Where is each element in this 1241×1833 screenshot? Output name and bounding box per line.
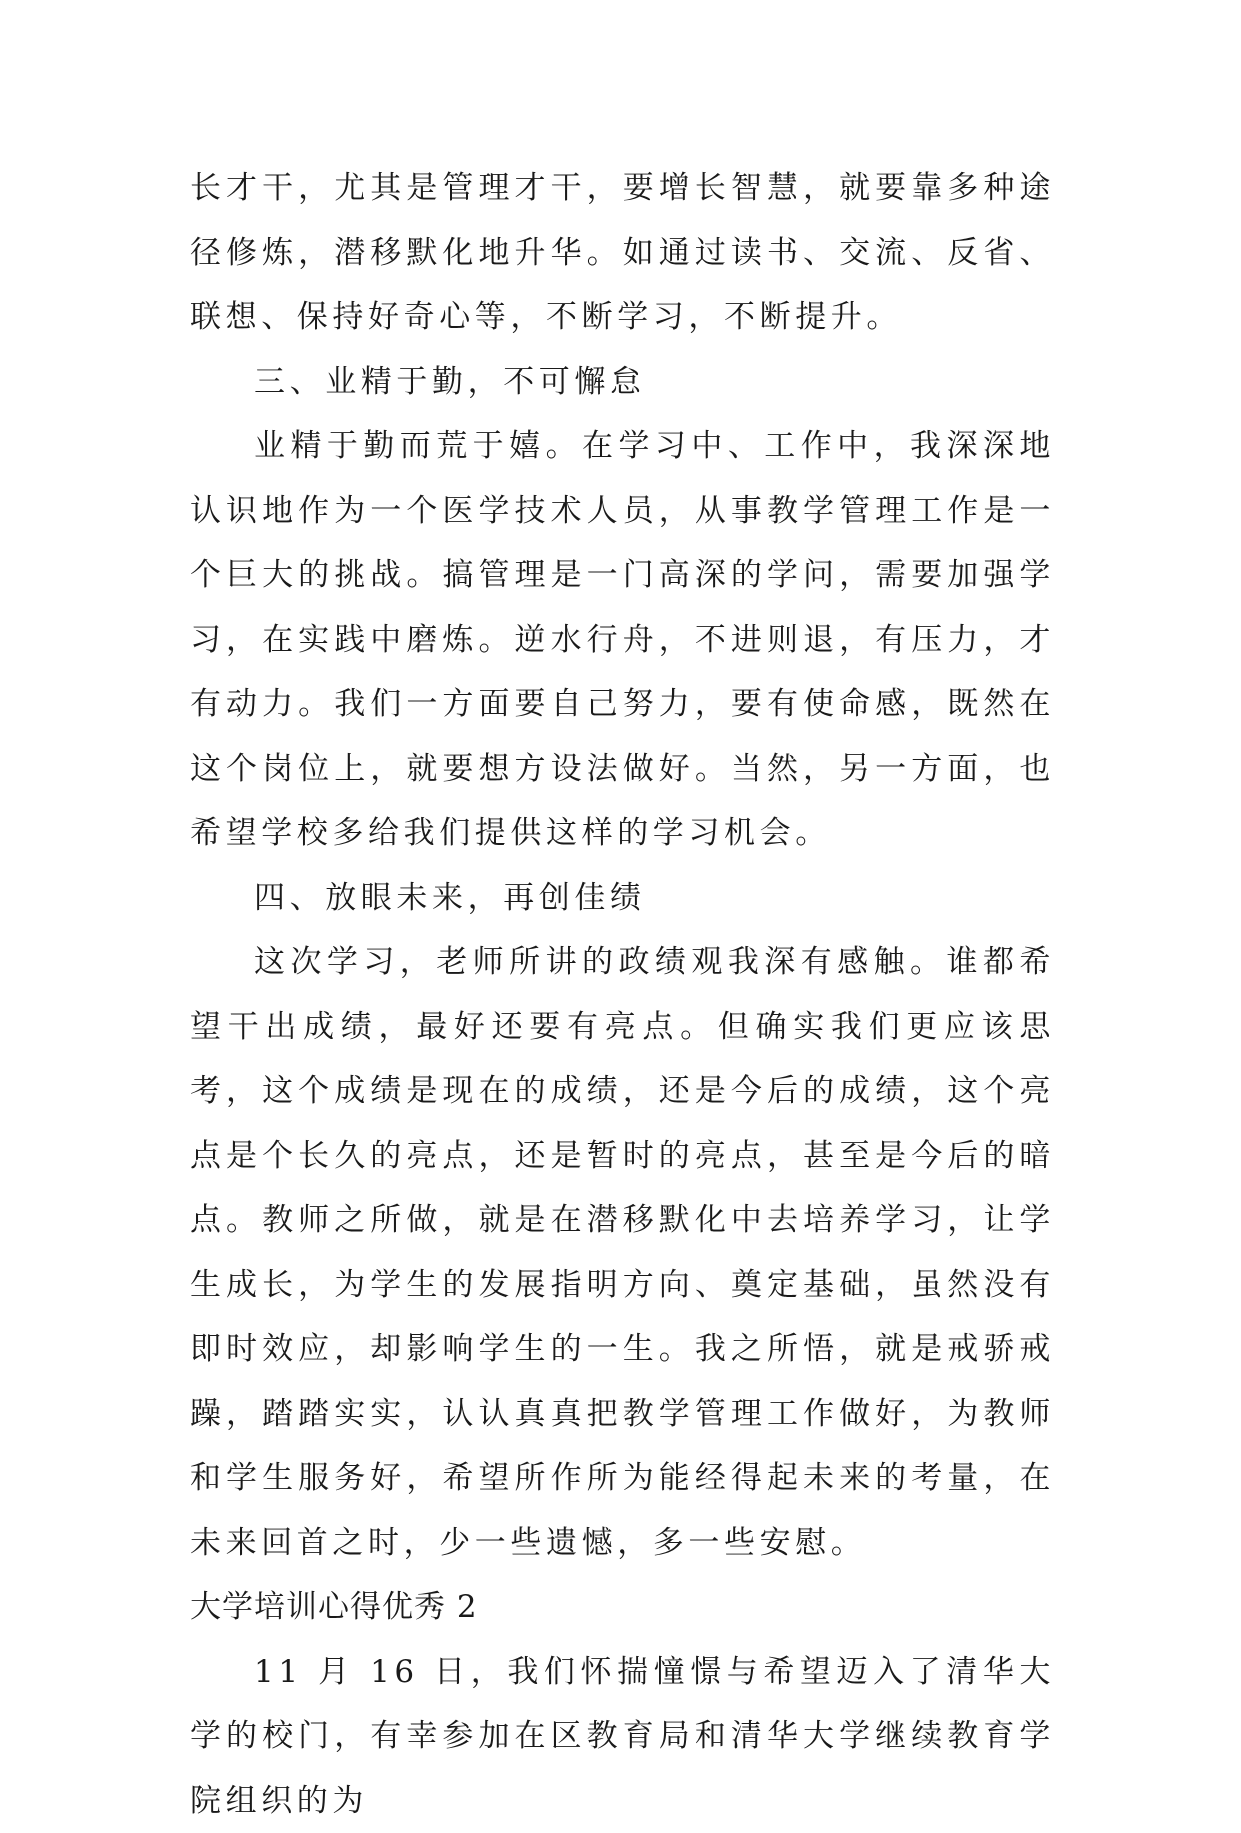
paragraph-continued: 长才干，尤其是管理才干，要增长智慧，就要靠多种途径修炼，潜移默化地升华。如通过读书、交流、反省、联想、保持好奇心等，不断学习，不断提升。	[190, 156, 1055, 350]
paragraph-3: 业精于勤而荒于嬉。在学习中、工作中，我深深地认识地作为一个医学技术人员，从事教学管理工作是一个巨大的挑战。搞管理是一门高深的学问，需要加强学习，在实践中磨炼。逆水行舟，不进则退，有压力，才有动力。我们一方面要自己努力，要有使命感，既然在这个岗位上，就要想方设法做好。当然，另一方面，也希望学校多给我们提供这样的学习机会。	[190, 414, 1055, 866]
article-title-2: 大学培训心得优秀 2	[190, 1575, 1055, 1640]
paragraph-5: 11 月 16 日，我们怀揣憧憬与希望迈入了清华大学的校门，有幸参加在区教育局和清华大学继续教育学院组织的为	[190, 1640, 1055, 1833]
section-heading-4: 四、放眼未来，再创佳绩	[190, 866, 1055, 931]
document-body	[190, 156, 1055, 1833]
paragraph-4: 这次学习，老师所讲的政绩观我深有感触。谁都希望干出成绩，最好还要有亮点。但确实我们更应该思考，这个成绩是现在的成绩，还是今后的成绩，这个亮点是个长久的亮点，还是暂时的亮点，甚至是今后的暗点。教师之所做，就是在潜移默化中去培养学习，让学生成长，为学生的发展指明方向、奠定基础，虽然没有即时效应，却影响学生的一生。我之所悟，就是戒骄戒躁，踏踏实实，认认真真把教学管理工作做好，为教师和学生服务好，希望所作所为能经得起未来的考量，在未来回首之时，少一些遗憾，多一些安慰。	[190, 930, 1055, 1575]
section-heading-3: 三、业精于勤，不可懈怠	[190, 350, 1055, 415]
